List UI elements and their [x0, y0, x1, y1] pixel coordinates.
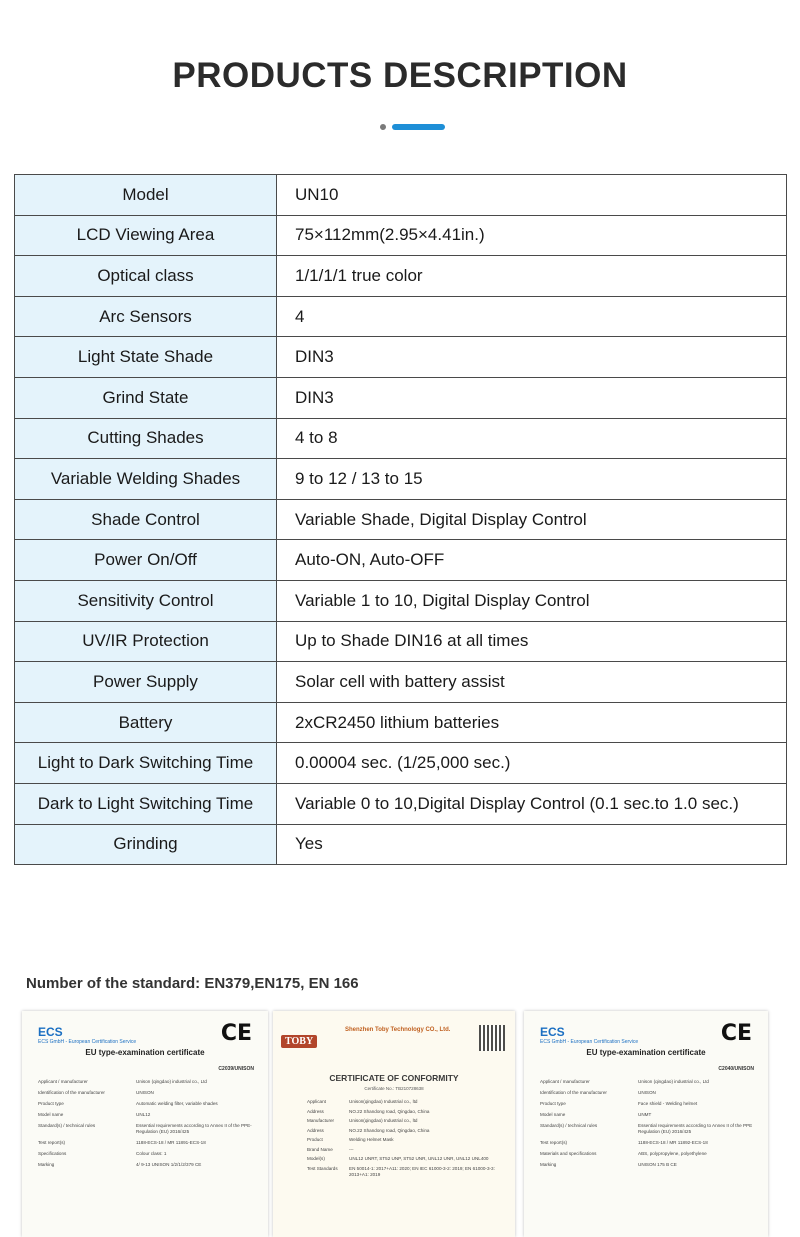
certificate-field-row: [540, 1079, 758, 1085]
field-key: Test report(s): [38, 1140, 66, 1145]
certificate-ecs-c2039: [22, 1011, 268, 1237]
ecs-logo: ECS: [540, 1025, 565, 1039]
spec-row: [15, 783, 787, 824]
spec-value: Up to Shade DIN16 at all times: [277, 621, 787, 662]
certificate-field-row: [38, 1151, 258, 1157]
field-value: UNISON: [136, 1090, 154, 1095]
field-value: Automatic welding filter, variable shades: [136, 1101, 218, 1106]
certificate-number: Certificate No.: TB210728638: [364, 1086, 424, 1091]
certificate-field-row: [38, 1112, 258, 1118]
field-key: Model(s): [307, 1156, 325, 1161]
spec-label: Optical class: [15, 256, 277, 297]
spec-row: [15, 662, 787, 703]
spec-value: 1/1/1/1 true color: [277, 256, 787, 297]
spec-label: LCD Viewing Area: [15, 215, 277, 256]
field-key: Applicant: [307, 1099, 326, 1104]
spec-label: Sensitivity Control: [15, 580, 277, 621]
spec-row: [15, 337, 787, 378]
certificate-field-row: [540, 1123, 758, 1135]
field-value: Colour class: 1: [136, 1151, 167, 1156]
field-key: Materials and specifications: [540, 1151, 597, 1156]
qr-code-icon: [479, 1025, 505, 1051]
spec-row: [15, 621, 787, 662]
field-key: Standard(s) / technical rules: [38, 1123, 96, 1128]
title-divider-bar: [392, 124, 445, 130]
certificate-title: CERTIFICATE OF CONFORMITY: [329, 1073, 459, 1083]
spec-row: [15, 175, 787, 216]
spec-label: Grind State: [15, 377, 277, 418]
certificate-field-row: [540, 1112, 758, 1118]
certificate-field-row: [38, 1101, 258, 1107]
field-key: Brand Name: [307, 1146, 333, 1152]
certificate-field-row: [540, 1101, 758, 1107]
spec-label: Dark to Light Switching Time: [15, 783, 277, 824]
certificate-field-row: [38, 1079, 258, 1085]
spec-label: Light to Dark Switching Time: [15, 743, 277, 784]
field-key: Marking: [38, 1162, 55, 1167]
spec-label: Cutting Shades: [15, 418, 277, 459]
field-key: Product type: [540, 1101, 566, 1106]
ecs-logo: ECS: [38, 1025, 63, 1039]
field-value: Essential requirements according to Annex II of the PPE-Regulation (EU) 2016/425: [136, 1123, 252, 1134]
ce-mark-icon: CE: [220, 1021, 252, 1046]
certificate-field-row: [38, 1090, 258, 1096]
spec-value: Variable 1 to 10, Digital Display Control: [277, 580, 787, 621]
certificate-field-row: [307, 1099, 505, 1105]
certificate-field-row: [38, 1123, 258, 1135]
field-value: UNMT: [638, 1112, 652, 1117]
certificate-field-row: [307, 1147, 505, 1153]
spec-value: Yes: [277, 824, 787, 865]
ecs-subtitle: ECS GmbH - European Certification Service: [540, 1039, 639, 1045]
spec-row: [15, 256, 787, 297]
spec-value: UN10: [277, 175, 787, 216]
field-value: UNISON 175 B CE: [638, 1162, 677, 1167]
field-key: Identification of the manufacturer: [38, 1090, 105, 1095]
spec-value: 4 to 8: [277, 418, 787, 459]
field-value: NO.22 Shandong road, Qingdao, China: [349, 1127, 430, 1133]
spec-label: Power Supply: [15, 662, 277, 703]
ce-mark-icon: CE: [720, 1021, 752, 1046]
spec-label: Model: [15, 175, 277, 216]
title-divider-dot: [380, 124, 386, 130]
certificate-field-row: [307, 1109, 505, 1115]
field-value: Unison (qingdao) industrial co., Ltd: [136, 1079, 207, 1084]
spec-value: Solar cell with battery assist: [277, 662, 787, 703]
certificate-field-row: [307, 1166, 505, 1178]
certificate-title: EU type-examination certificate: [85, 1048, 205, 1057]
spec-row: [15, 540, 787, 581]
spec-value: 75×112mm(2.95×4.41in.): [277, 215, 787, 256]
field-value: NO.22 Shandong road, Qingdao, China: [349, 1108, 430, 1114]
field-value: UNL12 UNRT, ST52 UNP, ST52 UNR, UNL12 UNR, UNL12 UNL400: [349, 1156, 489, 1161]
spec-row: [15, 824, 787, 865]
spec-table: [14, 174, 787, 865]
toby-company-name: Shenzhen Toby Technology CO., Ltd.: [345, 1027, 451, 1033]
spec-label: UV/IR Protection: [15, 621, 277, 662]
field-key: Applicant / manufacturer: [38, 1079, 88, 1084]
field-value: UNL12: [136, 1112, 151, 1117]
certificate-title: EU type-examination certificate: [586, 1048, 706, 1057]
field-key: Marking: [540, 1162, 557, 1167]
spec-value: 0.00004 sec. (1/25,000 sec.): [277, 743, 787, 784]
field-value: EN 50014-1: 2017+A11: 2020; EN IEC 61000-3-2: 2019; EN 61000-3-3: 2013+A1: 2019: [349, 1165, 495, 1177]
spec-row: [15, 743, 787, 784]
field-key: Model name: [540, 1112, 566, 1117]
certificate-toby-conformity: [273, 1011, 515, 1237]
spec-label: Variable Welding Shades: [15, 459, 277, 500]
toby-logo: TOBY: [281, 1035, 317, 1048]
certificate-fields: [307, 1099, 505, 1181]
certificate-ecs-c2040: [524, 1011, 768, 1237]
field-value: ---: [349, 1146, 354, 1152]
spec-value: Variable Shade, Digital Display Control: [277, 499, 787, 540]
field-key: Product type: [38, 1101, 64, 1106]
certificate-field-row: [540, 1140, 758, 1146]
certificate-field-row: [38, 1162, 258, 1168]
field-value: 4/ 9-13 UNISON 1/2/1/2/379 CE: [136, 1162, 202, 1167]
certificate-fields: [38, 1079, 258, 1173]
spec-value: 2xCR2450 lithium batteries: [277, 702, 787, 743]
field-key: Manufacturer: [307, 1118, 335, 1123]
spec-label: Grinding: [15, 824, 277, 865]
certificate-field-row: [38, 1140, 258, 1146]
toby-header: [281, 1025, 469, 1057]
spec-value: 4: [277, 296, 787, 337]
certificate-field-row: [307, 1118, 505, 1124]
certificate-field-row: [307, 1156, 505, 1162]
certificate-number: C2040/UNISON: [718, 1066, 754, 1072]
field-value: ABS, polypropylene, polyethylene: [638, 1151, 707, 1156]
spec-label: Power On/Off: [15, 540, 277, 581]
field-key: Standard(s) / technical rules: [540, 1123, 598, 1128]
spec-value: Auto-ON, Auto-OFF: [277, 540, 787, 581]
field-value: Essential requirements according to Annex II of the PPE Regulation (EU) 2016/425: [638, 1123, 753, 1134]
field-key: Identification of the manufacturer: [540, 1090, 607, 1095]
certificate-field-row: [540, 1090, 758, 1096]
field-value: Welding Helmet Mask: [349, 1137, 394, 1142]
spec-row: [15, 377, 787, 418]
spec-label: Arc Sensors: [15, 296, 277, 337]
field-key: Specifications: [38, 1151, 67, 1156]
certificate-field-row: [540, 1162, 758, 1168]
spec-row: [15, 702, 787, 743]
field-key: Test report(s): [540, 1140, 568, 1145]
spec-row: [15, 459, 787, 500]
field-key: Product: [307, 1137, 323, 1142]
spec-label: Light State Shade: [15, 337, 277, 378]
spec-value: 9 to 12 / 13 to 15: [277, 459, 787, 500]
spec-row: [15, 418, 787, 459]
field-key: Address: [307, 1127, 324, 1133]
field-value: 1188-ECS-18 / MR 11891-ECS-18: [136, 1140, 206, 1145]
spec-label: Shade Control: [15, 499, 277, 540]
field-value: Unison(qingdao) Industrial co., ltd: [349, 1099, 418, 1104]
certificate-field-row: [307, 1137, 505, 1143]
spec-value: Variable 0 to 10,Digital Display Control (0.1 sec.to 1.0 sec.): [277, 783, 787, 824]
field-value: Unison (qingdao) industrial co., Ltd: [638, 1079, 709, 1084]
standard-number: Number of the standard: EN379,EN175, EN 166: [26, 975, 359, 992]
certificate-fields: [540, 1079, 758, 1173]
field-value: Face shield - Welding helmet: [638, 1101, 698, 1106]
field-key: Test Standards: [307, 1165, 338, 1171]
certificate-field-row: [540, 1151, 758, 1157]
spec-value: DIN3: [277, 337, 787, 378]
field-value: UNISON: [638, 1090, 656, 1095]
spec-row: [15, 580, 787, 621]
spec-value: DIN3: [277, 377, 787, 418]
certificate-field-row: [307, 1128, 505, 1134]
field-key: Address: [307, 1108, 324, 1114]
field-key: Model name: [38, 1112, 64, 1117]
spec-label: Battery: [15, 702, 277, 743]
spec-row: [15, 215, 787, 256]
field-key: Applicant / manufacturer: [540, 1079, 590, 1084]
spec-row: [15, 296, 787, 337]
ecs-subtitle: ECS GmbH - European Certification Service: [38, 1039, 137, 1045]
certificate-number: C2039/UNISON: [218, 1066, 254, 1072]
field-value: 1188-ECS-18 / MR 11892-ECS-18: [638, 1140, 708, 1145]
field-value: Unison(qingdao) Industrial co., ltd: [349, 1118, 418, 1123]
spec-row: [15, 499, 787, 540]
page-title: PRODUCTS DESCRIPTION: [172, 56, 628, 95]
